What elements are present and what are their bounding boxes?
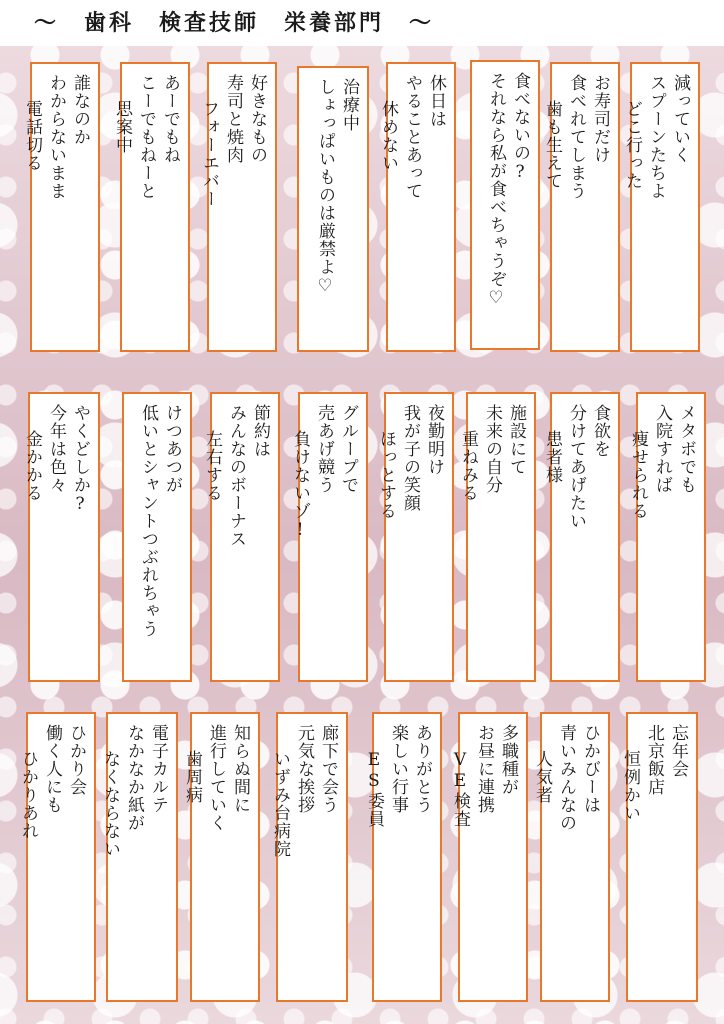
card-line: メタボでも [676, 404, 696, 494]
card-line: グループで [338, 404, 358, 494]
card-line: 食べれてしまう [566, 74, 586, 200]
card-line: しょっぱいものは厳禁よ♡ [315, 78, 335, 297]
senryu-card [470, 60, 540, 350]
senryu-card [622, 62, 700, 352]
card-line: 休日は [426, 74, 446, 128]
senryu-card [22, 392, 100, 682]
card-line: 廊下で会う [318, 724, 338, 814]
card-line: 未来の自分 [482, 404, 502, 494]
card-line: なくならない [100, 750, 120, 858]
senryu-card [270, 712, 348, 1002]
senryu-card [297, 66, 369, 352]
card-line: 施設にて [506, 404, 526, 476]
card-line: 働く人にも [42, 724, 62, 814]
card-line: 分けてあげたい [566, 404, 586, 530]
card-line: 忘年会 [668, 724, 688, 778]
senryu-card [199, 62, 277, 352]
card-line: 北京飯店 [644, 724, 664, 796]
card-line: 人気者 [532, 750, 552, 804]
card-line: 売あげ競う [314, 404, 334, 494]
senryu-card [542, 392, 620, 682]
card-line: 我が子の笑顔 [400, 404, 420, 512]
card-line: あーでもね [160, 74, 180, 164]
card-line: いずみ台病院 [270, 750, 290, 858]
card-line: 思案中 [112, 100, 132, 154]
senryu-card [22, 62, 100, 352]
card-line: 電子カルテ [148, 724, 168, 814]
card-line: 重ねみる [458, 430, 478, 502]
card-line: VE検査 [450, 750, 470, 828]
senryu-card [112, 62, 190, 352]
senryu-card [542, 62, 620, 352]
senryu-card [100, 712, 178, 1002]
card-line: ひかりあれ [18, 750, 38, 840]
card-line: 食べないの? [510, 72, 530, 183]
card-line: やることあって [402, 74, 422, 200]
senryu-card [378, 62, 456, 352]
senryu-card [18, 712, 96, 1002]
card-line: どこ行った [622, 100, 642, 190]
card-line: ひかびーは [580, 724, 600, 814]
page-title: ～ 歯科 検査技師 栄養部門 ～ [0, 0, 724, 46]
card-line: わからないまま [46, 74, 66, 200]
card-line: 知らぬ間に [230, 724, 250, 814]
senryu-card [376, 392, 454, 682]
senryu-card [532, 712, 610, 1002]
card-line: けつあつが [162, 404, 182, 494]
card-line: 進行していく [206, 724, 226, 832]
card-line: 食欲を [590, 404, 610, 458]
card-line: 休めない [378, 100, 398, 172]
card-line: 元気な挨拶 [294, 724, 314, 814]
card-line: お寿司だけ [590, 74, 610, 164]
card-line: 今年は色々 [46, 404, 66, 494]
card-line: 金かかる [22, 430, 42, 502]
card-line: 歯も生えて [542, 100, 562, 190]
card-line: 恒例かい [620, 750, 640, 822]
card-line: 多職種が [498, 724, 518, 796]
card-line: 誰なのか [70, 74, 90, 146]
senryu-card [628, 392, 706, 682]
card-line: 患者様 [542, 430, 562, 484]
card-line: 青いみんなの [556, 724, 576, 832]
card-line: 楽しい行事 [388, 724, 408, 814]
card-line: こーでもねーと [136, 74, 156, 200]
card-line: 節約は [250, 404, 270, 458]
senryu-card [182, 712, 260, 1002]
senryu-card [290, 392, 368, 682]
card-line: フォーエバー [199, 100, 219, 208]
card-line: 寿司と焼肉 [223, 74, 243, 164]
senryu-card [202, 392, 280, 682]
card-line: 歯周病 [182, 750, 202, 804]
card-line: お昼に連携 [474, 724, 494, 814]
card-line: 痩せられる [628, 430, 648, 520]
card-line: 左右する [202, 430, 222, 502]
card-line: 夜勤明け [424, 404, 444, 476]
card-line: 治療中 [339, 78, 359, 132]
card-line: ひかり会 [66, 724, 86, 796]
card-line: スプーンたちよ [646, 74, 666, 200]
card-line: ありがとう [412, 724, 432, 814]
senryu-card [458, 392, 536, 682]
senryu-card [364, 712, 442, 1002]
card-line: 減っていく [670, 74, 690, 164]
card-line: 好きなもの [247, 74, 267, 164]
senryu-card [450, 712, 528, 1002]
card-line: やくどしか? [70, 404, 90, 515]
card-line: なかなか紙が [124, 724, 144, 832]
card-line: ES委員 [364, 750, 384, 828]
card-line: 入院すれば [652, 404, 672, 494]
senryu-card [122, 392, 192, 682]
card-line: みんなのボーナス [226, 404, 246, 548]
card-line: 電話切る [22, 100, 42, 172]
card-line: 負けないゾ! [290, 430, 310, 541]
senryu-card [620, 712, 698, 1002]
card-line: 低いとシャントつぶれちゃう [138, 404, 158, 638]
card-line: ほっとする [376, 430, 396, 520]
card-line: それなら私が食べちゃうぞ♡ [486, 72, 506, 309]
